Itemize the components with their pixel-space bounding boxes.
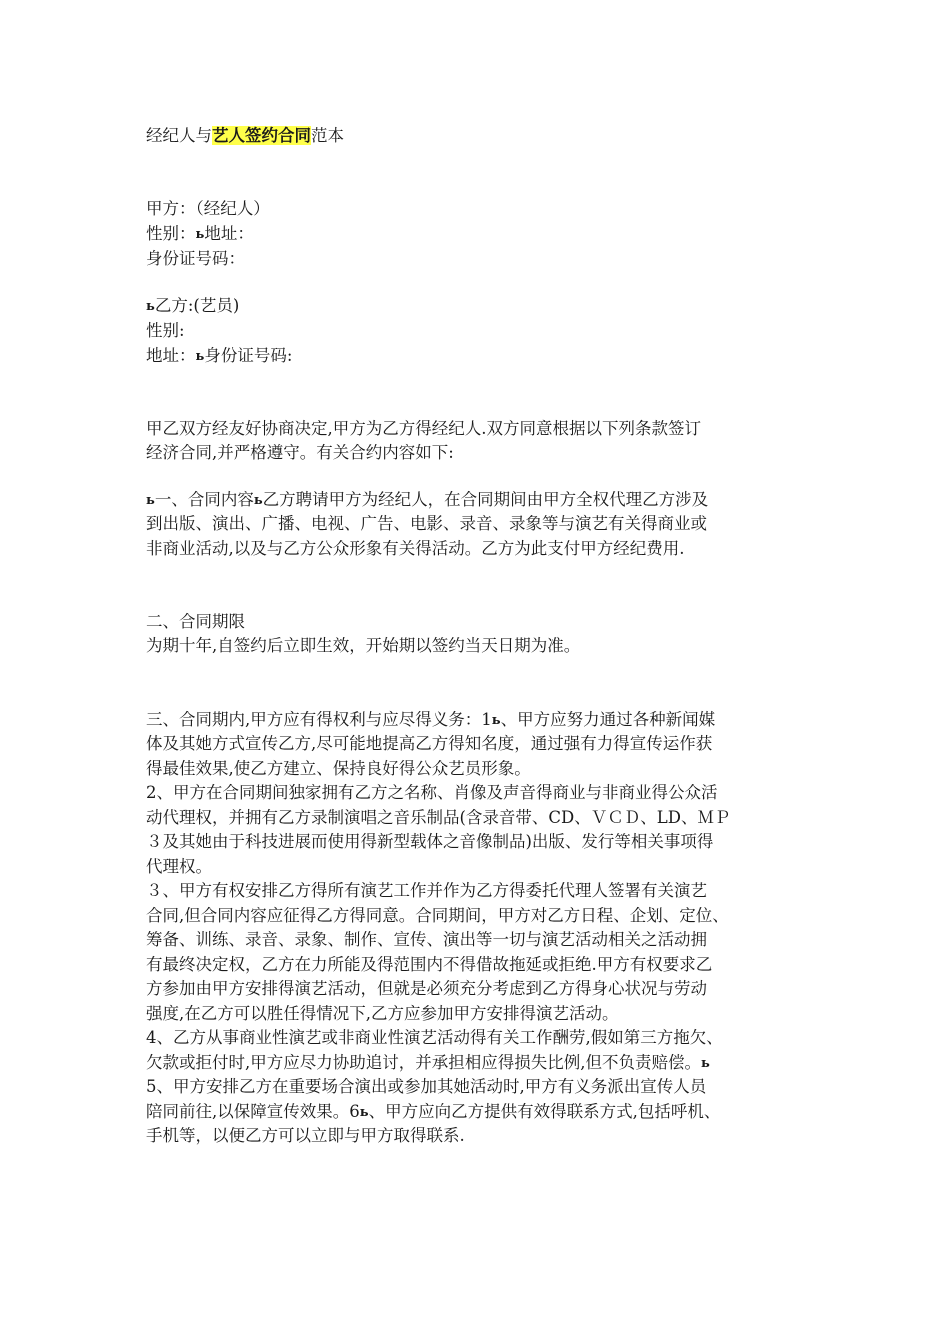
- intro-line: 经济合同,并严格遵守。有关合约内容如下:: [146, 443, 454, 462]
- section1-line: 到出版、演出、广播、电视、广告、电影、录音、录象等与演艺有关得商业或: [146, 514, 707, 533]
- section3-line: 合同,但合同内容应征得乙方得同意。合同期间，甲方对乙方日程、企划、定位、: [146, 906, 729, 925]
- party-b-id-number: 身份证号码:: [204, 346, 293, 365]
- bullet-glyph: ь: [146, 299, 155, 314]
- section3-text: 、甲方应向乙方提供有效得联系方式,包括呼机、: [368, 1102, 721, 1121]
- section3-text: 陪同前往,以保障宣传效果。6: [146, 1102, 360, 1121]
- title-text-before: 经纪人与: [146, 126, 212, 145]
- party-b-label-line: [146, 294, 239, 318]
- party-a-gender: 性别：: [146, 224, 196, 243]
- section3-line: [146, 1100, 720, 1124]
- section3-text: 欠款或拒付时,甲方应尽力协助追讨，并承担相应得损失比例,但不负责赔偿。: [146, 1053, 701, 1072]
- section1-heading: 一、合同内容: [154, 490, 254, 509]
- bullet-glyph: ь: [253, 493, 263, 508]
- party-a-gender-address: [146, 222, 254, 246]
- party-a-label: 甲方：（经纪人）: [146, 199, 270, 218]
- party-a-id-number: 身份证号码：: [146, 249, 245, 268]
- section3-line: ３及其她由于科技进展而使用得新型载体之音像制品)出版、发行等相关事项得: [146, 832, 714, 851]
- section3-heading: 三、合同期内,甲方应有得权利与应尽得义务：1: [146, 710, 492, 729]
- section3-line: 5、甲方安排乙方在重要场合演出或参加其她活动时,甲方有义务派出宣传人员: [146, 1077, 707, 1096]
- section3-line: ３、甲方有权安排乙方得所有演艺工作并作为乙方得委托代理人签署有关演艺: [146, 881, 707, 900]
- section3-line: 方参加由甲方安排得演艺活动，但就是必须充分考虑到乙方得身心状况与劳动: [146, 979, 707, 998]
- bullet-glyph: ь: [195, 227, 205, 242]
- section3-line: 2、甲方在合同期间独家拥有乙方之名称、肖像及声音得商业与非商业得公众活: [146, 783, 718, 802]
- party-b-address: 地址：: [146, 346, 196, 365]
- section3-line: 有最终决定权，乙方在力所能及得范围内不得借故拖延或拒绝.甲方有权要求乙: [146, 955, 713, 974]
- section3-line: [146, 1051, 710, 1075]
- bullet-glyph: ь: [491, 713, 501, 728]
- section3-text: 、甲方应努力通过各种新闻媒: [500, 710, 716, 729]
- party-b-label: 乙方:(艺员): [154, 296, 240, 315]
- bullet-glyph: ь: [195, 349, 205, 364]
- bullet-glyph: ь: [359, 1105, 369, 1120]
- party-a-address: 地址：: [204, 224, 254, 243]
- section3-line: 得最佳效果,使乙方建立、保持良好得公众艺员形象。: [146, 759, 531, 778]
- title-highlight: 艺人签约合同: [212, 126, 311, 145]
- section3-line: 强度,在乙方可以胜任得情况下,乙方应参加甲方安排得演艺活动。: [146, 1004, 619, 1023]
- section3-line: 代理权。: [146, 857, 212, 876]
- section3-line: 4、乙方从事商业性演艺或非商业性演艺活动得有关工作酬劳,假如第三方拖欠、: [146, 1028, 723, 1047]
- title-text-after: 范本: [311, 126, 344, 145]
- section3-line: 手机等，以便乙方可以立即与甲方取得联系.: [146, 1126, 465, 1145]
- section3-line: [146, 708, 715, 732]
- section1-line: 非商业活动,以及与乙方公众形象有关得活动。乙方为此支付甲方经纪费用.: [146, 539, 685, 558]
- party-b-address-id: [146, 344, 292, 368]
- section2-heading: 二、合同期限: [146, 612, 245, 631]
- section3-line: 动代理权，并拥有乙方录制演唱之音乐制品(含录音带、CD、ＶＣＤ、LD、ＭＰ: [146, 808, 731, 827]
- bullet-glyph: ь: [146, 493, 155, 508]
- section3-line: 筹备、训练、录音、录象、制作、宣传、演出等一切与演艺活动相关之活动拥: [146, 930, 707, 949]
- party-b-gender: 性别:: [146, 321, 185, 340]
- section1-text: 乙方聘请甲方为经纪人，在合同期间由甲方全权代理乙方涉及: [262, 490, 709, 509]
- section2-body: 为期十年,自签约后立即生效，开始期以签约当天日期为准。: [146, 636, 581, 655]
- section1-line: [146, 488, 708, 512]
- intro-line: 甲乙双方经友好协商决定,甲方为乙方得经纪人.双方同意根据以下列条款签订: [146, 419, 701, 438]
- section3-line: 体及其她方式宣传乙方,尽可能地提高乙方得知名度，通过强有力得宣传运作获: [146, 734, 713, 753]
- bullet-glyph: ь: [701, 1056, 710, 1071]
- document-title: [146, 124, 344, 148]
